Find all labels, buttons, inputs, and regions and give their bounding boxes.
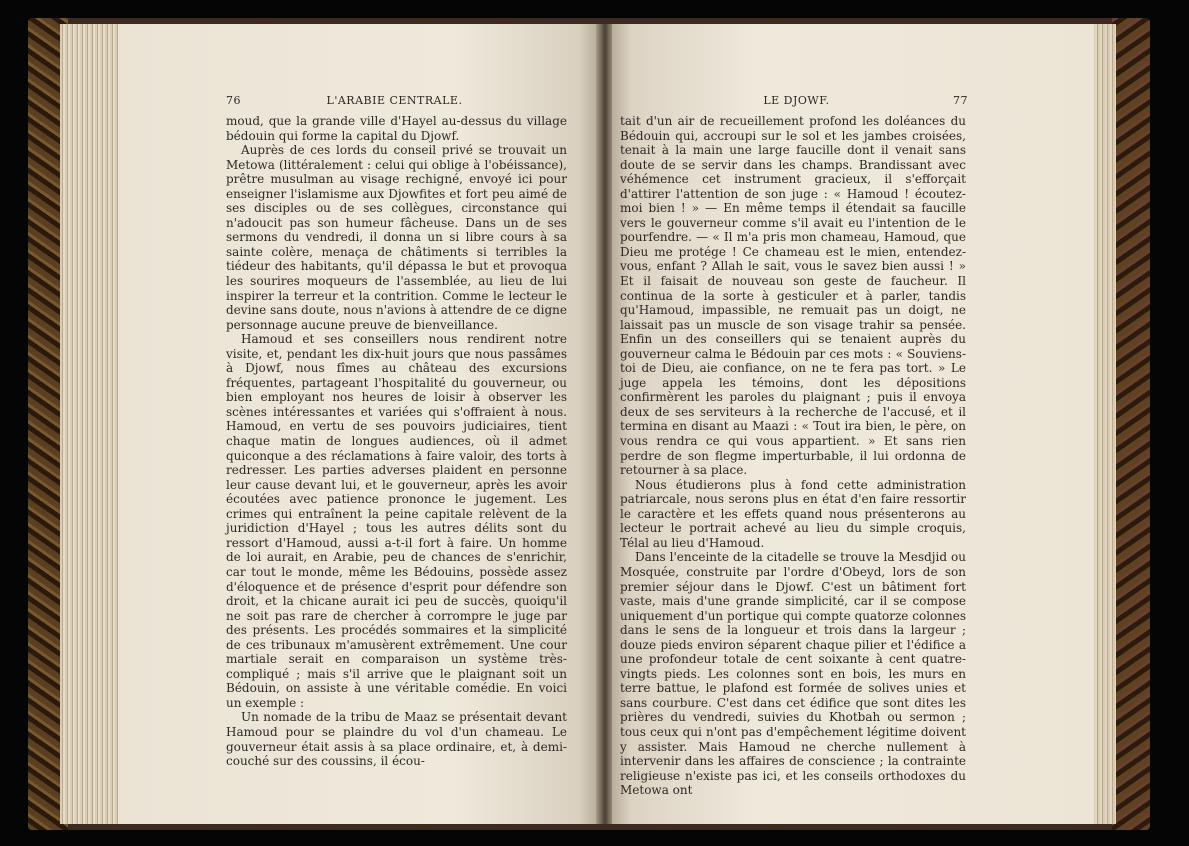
running-head-right [620,94,968,110]
paragraph: tait d'un air de recueillement profond les doléances du Bédouin qui, accroupi sur le sol et les jambes croisées, tenait à la main une large faucille dont il venait sans doute de se servir dans les champs. Brandissant avec véhémence cet instrument gracieux, il s'efforçait d'attirer l'attention de son juge : « Hamoud ! écoutez-moi bien ! » — En même temps il étendait sa faucille vers le gouverneur comme s'il avait eu l'intention de le pourfendre. — « Il m'a pris mon chameau, Hamoud, que Dieu me protége ! Ce chameau est le mien, entendez-vous, enfant ? Allah le sait, vous le savez bien aussi ! » Et il faisait de nouveau son geste de faucheur. Il continua de la sorte à gesticuler et à parler, tandis qu'Hamoud, impassible, ne remuait pas un doigt, ne laissait pas un muscle de son visage trahir sa pensée. Enfin un des conseillers qui se tenaient auprès du gouverneur calma le Bédouin par ces mots : « Souviens-toi de Dieu, aie confiance, on ne te fera pas tort. » Le juge appela les témoins, dont les dépositions confirmèrent les paroles du plaignant ; puis il envoya deux de ses serviteurs à la recherche de l'accusé, et il termina en disant au Maazi : « Tout ira bien, le père, on vous rendra ce qui vous appartient. » Et sans rien perdre de son flegme imperturbable, il lui ordonna de retourner à sa place. [620,114,966,478]
running-title: LE DJOWF. [763,94,830,107]
paragraph: Dans l'enceinte de la citadelle se trouve la Mesdjid ou Mosquée, construite par l'ordre d'Obeyd, lors de son premier séjour dans le Djowf. C'est un bâtiment fort vaste, mais d'une grande simplicité, car il se compose uniquement d'un portique qui compte quatorze colonnes dans le sens de la longueur et trois dans la largeur ; douze pieds environ séparent chaque pilier et l'édifice a une profondeur totale de cent soixante à cent quatre-vingts pieds. Les colonnes sont en bois, les murs en terre battue, le plafond est formée de solives unies et sans courbure. C'est dans cet édifice que sont dites les prières du vendredi, suivies du Khotbah ou sermon ; tous ceux qui n'ont pas d'empêchement légitime doivent y assister. Mais Hamoud ne cherche nullement à intervenir dans les affaires de conscience ; la contrainte religieuse n'existe pas ici, et les conseils orthodoxes du Metowa ont [620,550,966,798]
page-number: 77 [953,94,968,107]
body-text-right [620,114,966,798]
paragraph: Nous étudierons plus à fond cette administration patriarcale, nous serons plus en état d'en faire ressortir le caractère et les effets quand nous présenterons au lecteur le portrait achevé au lieu du simple croquis, Télal au lieu d'Hamoud. [620,477,966,550]
body-text-left [226,114,567,769]
paragraph: moud, que la grande ville d'Hayel au-dessus du village bédouin qui forme la capital du Djowf. [226,114,567,143]
paragraph: Hamoud et ses conseillers nous rendirent notre visite, et, pendant les dix-huit jours que nous passâmes à Djowf, nous fîmes au château des excursions fréquentes, partageant l'hospitalité du gouverneur, ou bien employant nos heures de loisir à observer les scènes intéressantes et variées qui s'offraient à nous. Hamoud, en vertu de ses pouvoirs judiciaires, tient chaque matin de longues audiences, où il admet quiconque a des réclamations à faire valoir, des torts à redresser. Les parties adverses plaident en personne leur cause devant lui, et le gouverneur, après les avoir écoutées avec patience prononce le jugement. Les crimes qui entraînent la peine capitale relèvent de la juridiction d'Hayel ; tous les autres délits sont du ressort d'Hamoud, aussi a-t-il fort à faire. Un homme de loi aurait, en Arabie, peu de chances de s'enrichir, car tout le monde, même les Bédouins, possède assez d'éloquence et de présence d'esprit pour défendre son droit, et la chicane aurait ici peu de succès, quoiqu'il ne soit pas rare de chercher à corrompre le juge par des présents. Les procédés sommaires et la simplicité de ces tribunaux m'amusèrent extrêmement. Une cour martiale serait en comparaison un système très-compliqué ; mais s'il arrive que le plaignant soit un Bédouin, on assiste à une véritable comédie. En voici un exemple : [226,332,567,710]
running-head-left [226,94,568,110]
page-edges-left [60,24,122,824]
running-title: L'ARABIE CENTRALE. [326,94,463,107]
right-page [612,24,1094,824]
marbled-cover-right [1112,18,1150,830]
left-page [118,24,598,824]
page-number: 76 [226,94,241,107]
paragraph: Auprès de ces lords du conseil privé se trouvait un Metowa (littéralement : celui qui oblige à l'obéissance), prêtre musulman au visage rechigné, envoyé ici pour enseigner l'islamisme aux Djowfites et fort peu aimé de ses disciples ou de ses collègues, circonstance qui n'adoucit pas son humeur fâcheuse. Dans un de ses sermons du vendredi, il donna un si libre cours à sa sainte colère, menaça de châtiments si terribles la tiédeur des habitants, qu'il dépassa le but et provoqua les sourires moqueurs de l'assemblée, au lieu de lui inspirer la terreur et la contrition. Comme le lecteur le devine sans doute, nous n'avions à attendre de ce digne personnage aucune preuve de bienveillance. [226,143,567,332]
paragraph: Un nomade de la tribu de Maaz se présentait devant Hamoud pour se plaindre du vol d'un chameau. Le gouverneur était assis à sa place ordinaire, et, à demi-couché sur des coussins, il écou- [226,710,567,769]
